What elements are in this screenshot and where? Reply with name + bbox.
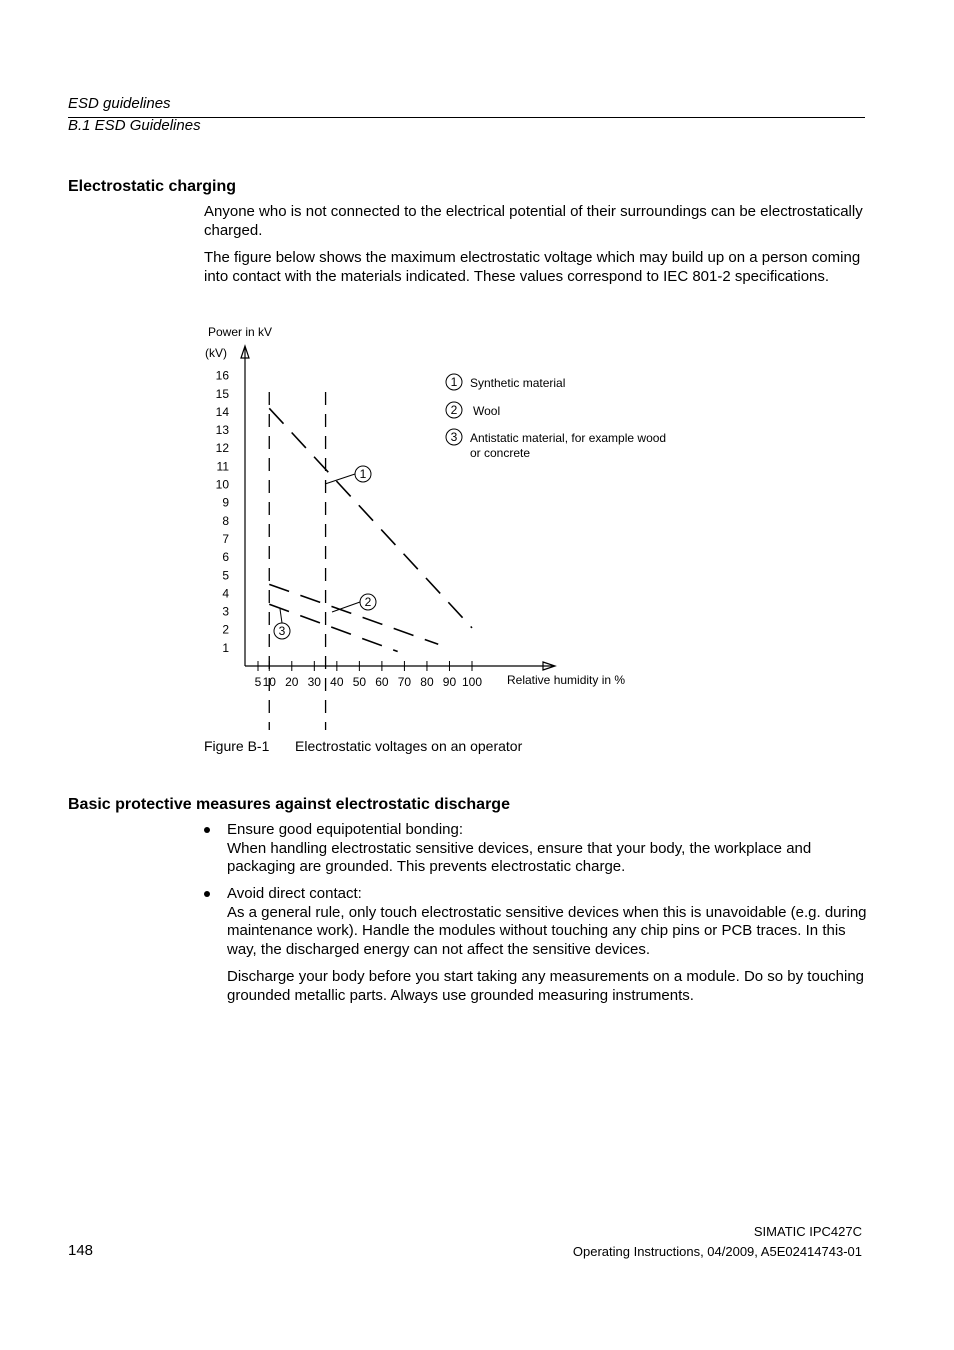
legend-label: Wool xyxy=(473,404,501,418)
legend-label: Antistatic material, for example wood xyxy=(470,431,667,445)
y-tick-label: 14 xyxy=(215,404,229,419)
y-tick-label: 5 xyxy=(222,568,229,583)
x-tick-label: 5 xyxy=(254,675,262,689)
x-tick-label: 50 xyxy=(352,675,367,689)
bullet-extra: Discharge your body before you start taking any measurements on a module. Do so by touching grounded metallic parts. Always use grounded measuring instruments. xyxy=(227,968,865,1004)
header-section: B.1 ESD Guidelines xyxy=(68,117,201,134)
x-tick-label: 30 xyxy=(307,675,321,689)
y-tick-label: 13 xyxy=(215,423,229,438)
callout-leader xyxy=(325,474,355,484)
x-tick-label: 100 xyxy=(461,675,483,689)
chart-series xyxy=(269,408,472,651)
callout-leader xyxy=(332,602,360,612)
y-tick-label: 2 xyxy=(222,622,229,637)
y-tick-label: 3 xyxy=(222,604,229,619)
electrostatic-voltage-chart xyxy=(195,316,695,736)
x-tick-label: 40 xyxy=(330,675,344,689)
bullet-title: Avoid direct contact: xyxy=(227,885,362,902)
paragraph-charging-intro: Anyone who is not connected to the electrical potential of their surroundings can be electrostatically charged. xyxy=(204,203,863,239)
legend-number: 2 xyxy=(450,403,458,417)
header-chapter: ESD guidelines xyxy=(68,95,171,112)
bullet-dot xyxy=(204,891,210,897)
bullet-body: When handling electrostatic sensitive devices, ensure that your body, the workplace and packaging are grounded. This prevents electrostatic charge. xyxy=(227,839,812,875)
callout-leader xyxy=(280,609,282,623)
callout-number: 1 xyxy=(359,467,367,481)
chart-axes xyxy=(241,346,555,670)
bullet-equipotential-bonding xyxy=(204,821,864,881)
legend-label-line2: or concrete xyxy=(470,446,531,460)
footer-document-info: Operating Instructions, 04/2009, A5E02414743-01 xyxy=(572,1244,862,1259)
x-tick-label: 90 xyxy=(442,675,457,689)
heading-protective-measures: Basic protective measures against electrostatic discharge xyxy=(68,796,510,813)
y-tick-label: 10 xyxy=(215,477,229,492)
y-tick-label: 16 xyxy=(215,368,229,383)
figure-caption: Electrostatic voltages on an operator xyxy=(295,738,523,754)
chart-legend xyxy=(446,374,666,460)
header-rule xyxy=(68,117,865,118)
x-tick-label: 10 xyxy=(262,675,276,689)
callout-number: 3 xyxy=(278,624,286,638)
series-line xyxy=(269,584,438,644)
page-number: 148 xyxy=(68,1242,94,1259)
chart-x-ticks xyxy=(255,661,483,689)
legend-number: 3 xyxy=(450,430,458,444)
x-tick-label: 80 xyxy=(420,675,434,689)
legend-label: Synthetic material xyxy=(470,376,566,390)
y-tick-label: 1 xyxy=(222,640,229,655)
x-tick-label: 60 xyxy=(375,675,389,689)
callout-number: 2 xyxy=(364,595,372,609)
figure-number: Figure B-1 xyxy=(204,738,270,754)
y-tick-label: 4 xyxy=(222,586,229,601)
bullet-dot xyxy=(204,827,210,833)
heading-electrostatic-charging: Electrostatic charging xyxy=(68,178,237,195)
x-tick-label: 70 xyxy=(397,675,412,689)
y-tick-label: 11 xyxy=(216,459,229,474)
chart-y-ticks xyxy=(216,369,230,655)
footer-product: SIMATIC IPC427C xyxy=(753,1224,862,1239)
bullet-avoid-direct-contact xyxy=(204,885,867,1015)
y-tick-label: 9 xyxy=(222,495,229,510)
y-tick-label: 15 xyxy=(215,386,229,401)
y-tick-label: 12 xyxy=(215,441,229,456)
y-tick-label: 6 xyxy=(222,550,229,565)
y-tick-label: 8 xyxy=(222,513,229,528)
bullet-title: Ensure good equipotential bonding: xyxy=(227,821,464,838)
x-tick-label: 20 xyxy=(285,675,299,689)
legend-number: 1 xyxy=(450,375,458,389)
y-tick-label: 7 xyxy=(222,531,229,546)
paragraph-figure-intro: The figure below shows the maximum electrostatic voltage which may build up on a person coming into contact with the materials indicated. These values correspond to IEC 801-2 specifications. xyxy=(204,249,861,285)
bullet-body: As a general rule, only touch electrostatic sensitive devices when this is unavoidable (e.g. during maintenance work). Handle the modules without touching any chip pins or PCB traces. In this way, the discharged energy can not affect the sensitive devices. xyxy=(227,903,867,958)
x-axis-title: Relative humidity in % xyxy=(507,673,626,687)
y-axis-title: Power in kV xyxy=(208,325,273,339)
y-axis-unit: (kV) xyxy=(205,346,227,360)
